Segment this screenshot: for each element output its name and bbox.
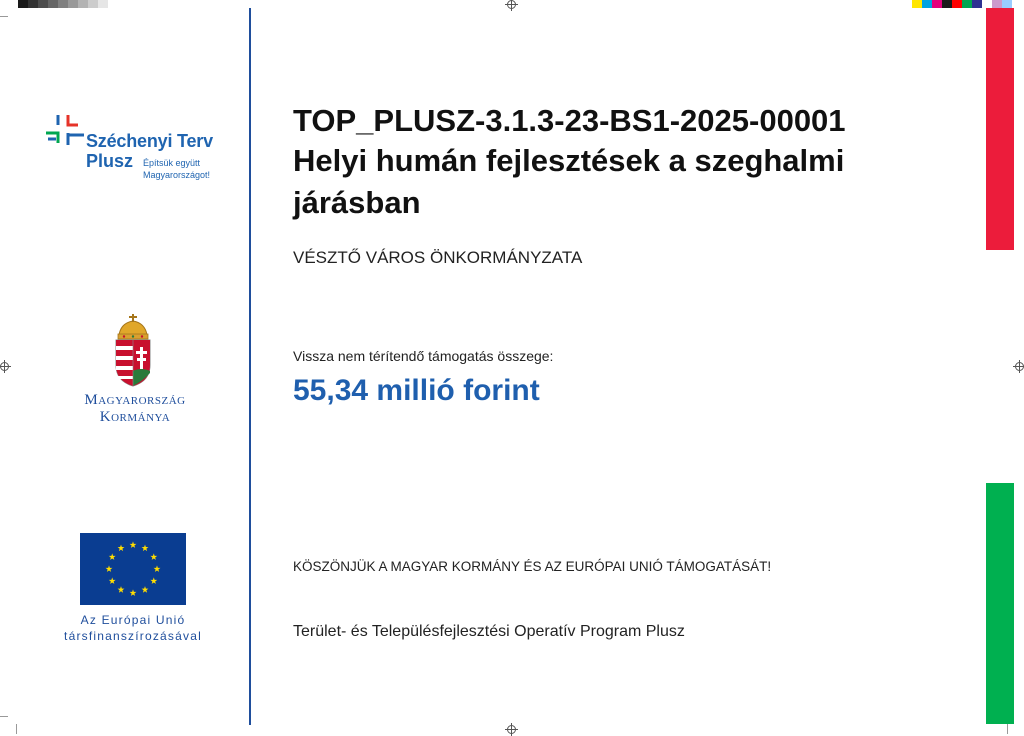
color-swatch [28, 0, 38, 8]
eu-star-icon [109, 577, 116, 584]
color-swatch [962, 0, 972, 8]
eu-star-icon [150, 577, 157, 584]
grayscale-color-bar [18, 0, 118, 8]
registration-mark-left [0, 362, 9, 371]
eu-caption-line-2: társfinanszírozásával [64, 629, 202, 643]
szechenyi-plusz: Plusz [86, 151, 134, 171]
color-swatch [38, 0, 48, 8]
eu-star-icon [130, 589, 137, 596]
eu-star-icon [118, 545, 125, 552]
slogan-line-2: Magyarországot! [143, 170, 211, 180]
process-color-bar [912, 0, 1012, 8]
eu-star-icon [142, 545, 149, 552]
color-swatch [48, 0, 58, 8]
beneficiary-name: VÉSZTŐ VÁROS ÖNKORMÁNYZATA [293, 248, 583, 267]
hungarian-coat-of-arms-icon [113, 313, 153, 387]
government-line-1: Magyarország [84, 392, 186, 408]
color-swatch [88, 0, 98, 8]
government-name [60, 392, 210, 426]
color-swatch [18, 0, 28, 8]
thanks-statement: KÖSZÖNJÜK A MAGYAR KORMÁNY ÉS AZ EURÓPAI UNIÓ TÁMOGATÁSÁT! [293, 559, 772, 574]
szechenyi-slogan [143, 157, 210, 181]
color-swatch [78, 0, 88, 8]
crop-mark [1007, 724, 1008, 734]
eu-stars [80, 533, 186, 605]
color-swatch [912, 0, 922, 8]
eu-star-icon [109, 553, 116, 560]
color-swatch [952, 0, 962, 8]
color-swatch [68, 0, 78, 8]
eu-flag-icon [80, 533, 186, 605]
grant-amount-value: 55,34 millió forint [293, 374, 540, 407]
eu-star-icon [106, 565, 113, 572]
flag-green-stripe [986, 483, 1014, 724]
color-swatch [108, 0, 118, 8]
color-swatch [942, 0, 952, 8]
grant-amount-label: Vissza nem térítendő támogatás összege: [293, 348, 554, 364]
government-line-2: Kormánya [99, 409, 171, 425]
registration-mark-top [507, 0, 516, 9]
crop-mark [16, 724, 17, 734]
eu-star-icon [142, 586, 149, 593]
color-swatch [982, 0, 992, 8]
eu-caption [40, 612, 226, 644]
program-name: Terület- és Településfejlesztési Operatív Program Plusz [293, 623, 685, 640]
eu-star-icon [130, 541, 137, 548]
color-swatch [98, 0, 108, 8]
eu-star-icon [150, 553, 157, 560]
szechenyi-title: Széchenyi Terv [86, 131, 213, 151]
project-title: Helyi humán fejlesztések a szeghalmi járásban [293, 143, 845, 220]
eu-star-icon [118, 586, 125, 593]
color-swatch [992, 0, 1002, 8]
crop-mark [0, 716, 8, 717]
crop-mark [0, 16, 8, 17]
eu-star-icon [154, 565, 161, 572]
szechenyi-cross-icon [44, 111, 88, 155]
color-swatch [1002, 0, 1012, 8]
project-id: TOP_PLUSZ-3.1.3-23-BS1-2025-00001 [293, 103, 846, 138]
color-swatch [922, 0, 932, 8]
color-swatch [972, 0, 982, 8]
flag-red-stripe [986, 8, 1014, 250]
vertical-divider [249, 8, 251, 725]
slogan-line-1: Építsük együtt [143, 158, 201, 168]
eu-caption-line-1: Az Európai Unió [80, 613, 186, 627]
registration-mark-right [1015, 362, 1024, 371]
registration-mark-bottom [507, 725, 516, 734]
color-swatch [932, 0, 942, 8]
color-swatch [58, 0, 68, 8]
